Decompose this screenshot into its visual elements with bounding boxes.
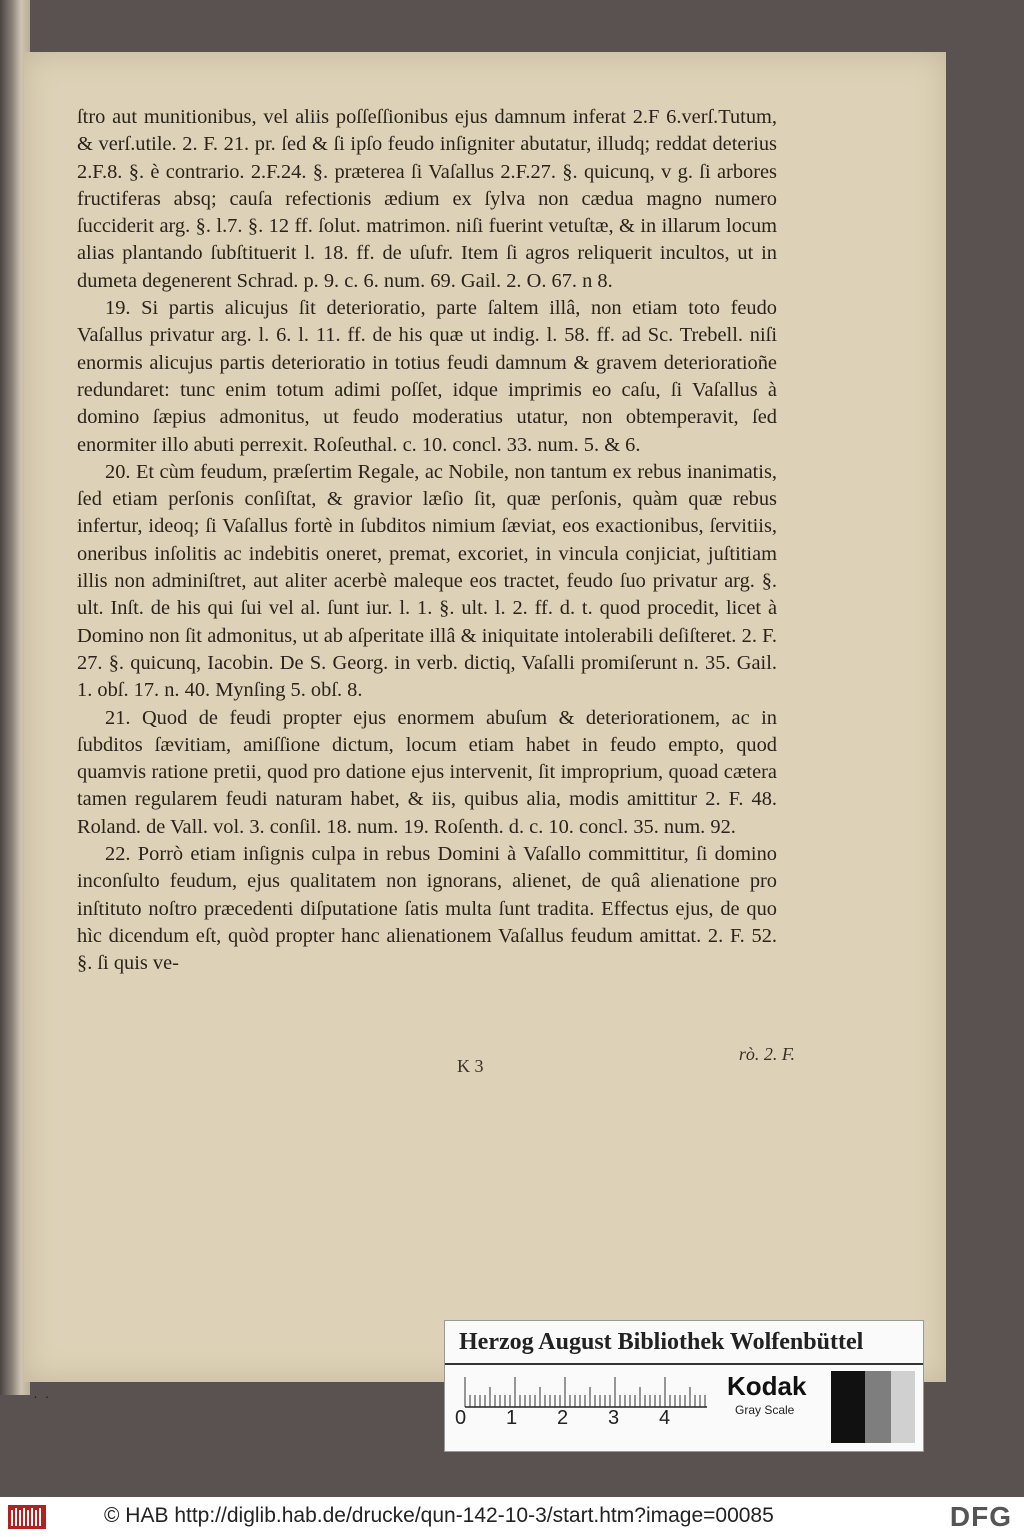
paragraph: 19. Si partis alicujus ſit deterioratio, parte ſaltem illâ, non etiam toto feudo Vaſallus privatur arg. l. 6. l. 11. ff. de his quæ ut indig. l. 58. ff. ad Sc. Trebell. niſi enormis alicujus partis deterioratio in totius feudi damnum & gravem deterioratioñe redundaret: tunc enim totum adimi poſſet, idque imprimis eo caſu, ſi Vaſallus à domino ſæpius admonitus, ut feudo moderatius utatur, non obtemperavit, ſed enormiter illo abuti perrexit. Roſeuthal. c. 10. concl. 33. num. 5. & 6. xyxy=(77,297,777,456)
ruler-number: 3 xyxy=(608,1407,620,1429)
hab-logo-icon xyxy=(8,1505,46,1529)
color-target xyxy=(444,1320,924,1452)
gray-scale-label: Gray Scale xyxy=(735,1403,795,1417)
page-text xyxy=(77,104,777,978)
gray-patch-light xyxy=(891,1371,915,1443)
ruler-number: 4 xyxy=(659,1407,671,1429)
paragraph: 20. Et cùm feudum, præſertim Regale, ac Nobile, non tantum ex rebus inanimatis, ſed etiam perſonis conſiſtat, & gravior læſio ſit, quæ perſonis, quàm quæ rebus infertur, ideoq; ſi Vaſallus fortè in ſubditos nimium ſæviat, eos exactionibus, ſervitiis, oneribus inſolitis ac indebitis oneret, premat, excoriet, in vincula conjiciat, juſtitiam illis non adminiſtret, aut aliter acerbè maleque eos tractet, feudo ſuo privatur arg. §. ult. Inſt. de his qui ſui vel al. ſunt iur. l. 1. §. ult. l. 2. ff. d. t. quod procedit, licet à Domino non ſit admonitus, ut ab aſperitate illâ & iniquitate intolerabili deſiſteret. 2. F. 27. §. quicunq, Iacobin. De S. Georg. in verb. dictiq, Vaſalli promiſerunt n. 35. Gail. 1. obſ. 17. n. 40. Mynſing 5. obſ. 8. xyxy=(77,460,777,702)
catchword: rò. 2. F. xyxy=(738,1044,795,1064)
margin-mark: ˙ ˙ xyxy=(32,1395,51,1411)
page-footer-line xyxy=(77,1044,795,1080)
footer-bar xyxy=(0,1497,1024,1537)
gray-patch-black xyxy=(831,1371,865,1443)
ruler-number: 2 xyxy=(557,1407,569,1429)
paragraph: 22. Porrò etiam inſignis culpa in rebus Domini à Vaſallo committitur, ſi domino inconſulto feudum, ejus qualitatem non ignorans, alienet, de quâ alienatione pro inſtituto noſtro præcedenti diſputatione ſatis multa ſunt tradita. Effectus ejus, de quo hìc dicendum eſt, quòd propter hanc alienationem Vaſallus feudum amittat. 2. F. 52. §. ſi quis ve- xyxy=(77,843,777,975)
copyright-url[interactable]: © HAB http://diglib.hab.de/drucke/qun-142-10-3/start.htm?image=00085 xyxy=(104,1504,774,1527)
dfg-logo: DFG xyxy=(949,1501,1012,1532)
ruler-numbers xyxy=(455,1407,725,1437)
ruler-number: 0 xyxy=(455,1407,467,1429)
paragraph: ſtro aut munitionibus, vel aliis poſſeſſionibus ejus damnum inferat 2.F 6.verſ.Tutum, & verſ.utile. 2. F. 21. pr. ſed & ſi ipſo feudo inſigniter abutatur, illudq; reddat deterius 2.F.8. §. è contrario. 2.F.24. §. præterea ſi Vaſallus 2.F.27. §. quicunq, v g. ſi arbores fructiferas absq; cauſa refectionis ædium ex ſylva non cædua magno numero ſucciderit arg. §. l.7. §. 12 ff. ſolut. matrimon. niſi fuerint vetuſtæ, & in illarum locum alias plantando ſubſtituerit l. 18. ff. de uſufr. Item ſi agros reliquerit incultos, ut in dumeta degenerent Schrad. p. 9. c. 6. num. 69. Gail. 2. O. 67. n 8. xyxy=(77,106,777,292)
library-name: Herzog August Bibliothek Wolfenbüttel xyxy=(459,1329,864,1355)
paragraph: 21. Quod de feudi propter ejus enormem abuſum & deteriorationem, ac in ſubditos ſævitiam, amiſſione dictum, locum etiam habet in feudo empto, quod quamvis ratione pretii, quod pro datione ejus intervenit, ſit improprium, quoad cætera tamen regularem feudi naturam habet, & iis, quibus alia, modis amittitur 2. F. 48. Roland. de Vall. vol. 3. conſil. 18. num. 19. Roſenth. d. c. 10. concl. 35. num. 92. xyxy=(77,706,777,838)
target-divider xyxy=(445,1363,923,1365)
ruler-scale xyxy=(461,1373,711,1409)
kodak-logo: Kodak xyxy=(727,1371,807,1401)
signature-mark: K 3 xyxy=(457,1056,484,1076)
gray-patch-mid xyxy=(865,1371,891,1443)
ruler-number: 1 xyxy=(506,1407,518,1429)
